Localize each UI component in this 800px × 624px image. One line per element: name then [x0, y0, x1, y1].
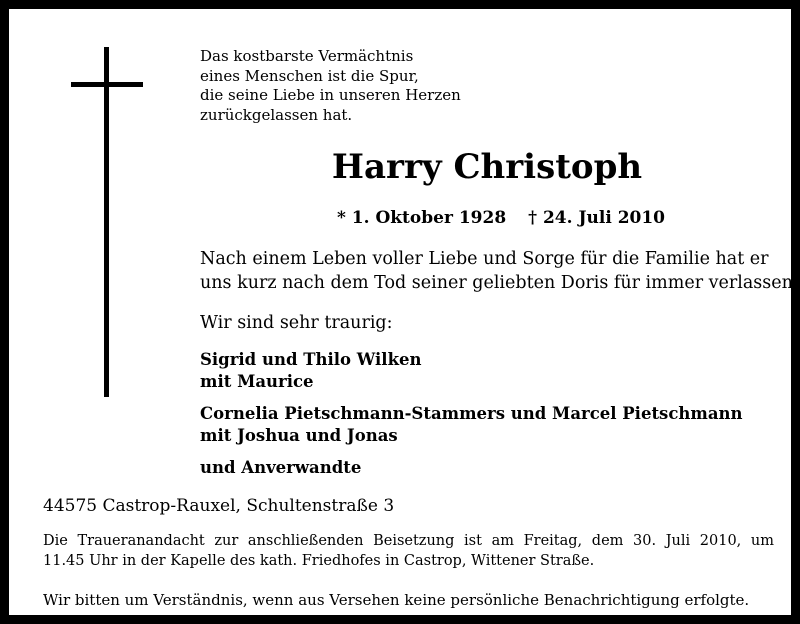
death-date: † 24. Juli 2010: [528, 208, 666, 228]
mourner-line: mit Joshua und Jonas: [200, 426, 398, 445]
quote-line: zurückgelassen hat.: [200, 105, 353, 124]
life-dates: [337, 206, 665, 230]
cross-icon-crossbar: [71, 82, 143, 87]
quote-line: Das kostbarste Vermächtnis: [200, 47, 414, 65]
mourner-line: Sigrid und Thilo Wilken: [200, 350, 422, 369]
birth-date: * 1. Oktober 1928: [337, 208, 507, 228]
service-details: [43, 531, 774, 571]
mourning-statement: Wir sind sehr traurig:: [200, 313, 393, 333]
lead-line: Nach einem Leben voller Liebe und Sorge für die Familie hat er: [200, 249, 769, 269]
cross-icon: [104, 47, 109, 397]
memorial-quote: [200, 47, 461, 125]
service-line: 11.45 Uhr in der Kapelle des kath. Friedhofes in Castrop, Wittener Straße.: [43, 553, 595, 569]
mourner-group: [200, 457, 743, 479]
mourner-line: Cornelia Pietschmann-Stammers und Marcel Pietschmann: [200, 404, 743, 423]
mourners-list: [200, 349, 743, 479]
mourner-line: mit Maurice: [200, 372, 314, 391]
lead-line: uns kurz nach dem Tod seiner geliebten Doris für immer verlassen.: [200, 273, 799, 293]
quote-line: eines Menschen ist die Spur,: [200, 66, 419, 85]
lead-text: [200, 247, 798, 295]
service-line: Die Traueranandacht zur anschließenden Beisetzung ist am Freitag, dem 30. Juli 2010, um: [43, 533, 774, 549]
deceased-name: Harry Christoph: [331, 147, 643, 187]
mourner-line: und Anverwandte: [200, 458, 362, 477]
family-address: 44575 Castrop-Rauxel, Schultenstraße 3: [43, 496, 395, 516]
mourner-group: [200, 349, 743, 393]
mourner-group: [200, 403, 743, 447]
quote-line: die seine Liebe in unseren Herzen: [200, 86, 461, 104]
closing-note: Wir bitten um Verständnis, wenn aus Versehen keine persönliche Benachrichtigung erfolgte.: [43, 591, 750, 609]
